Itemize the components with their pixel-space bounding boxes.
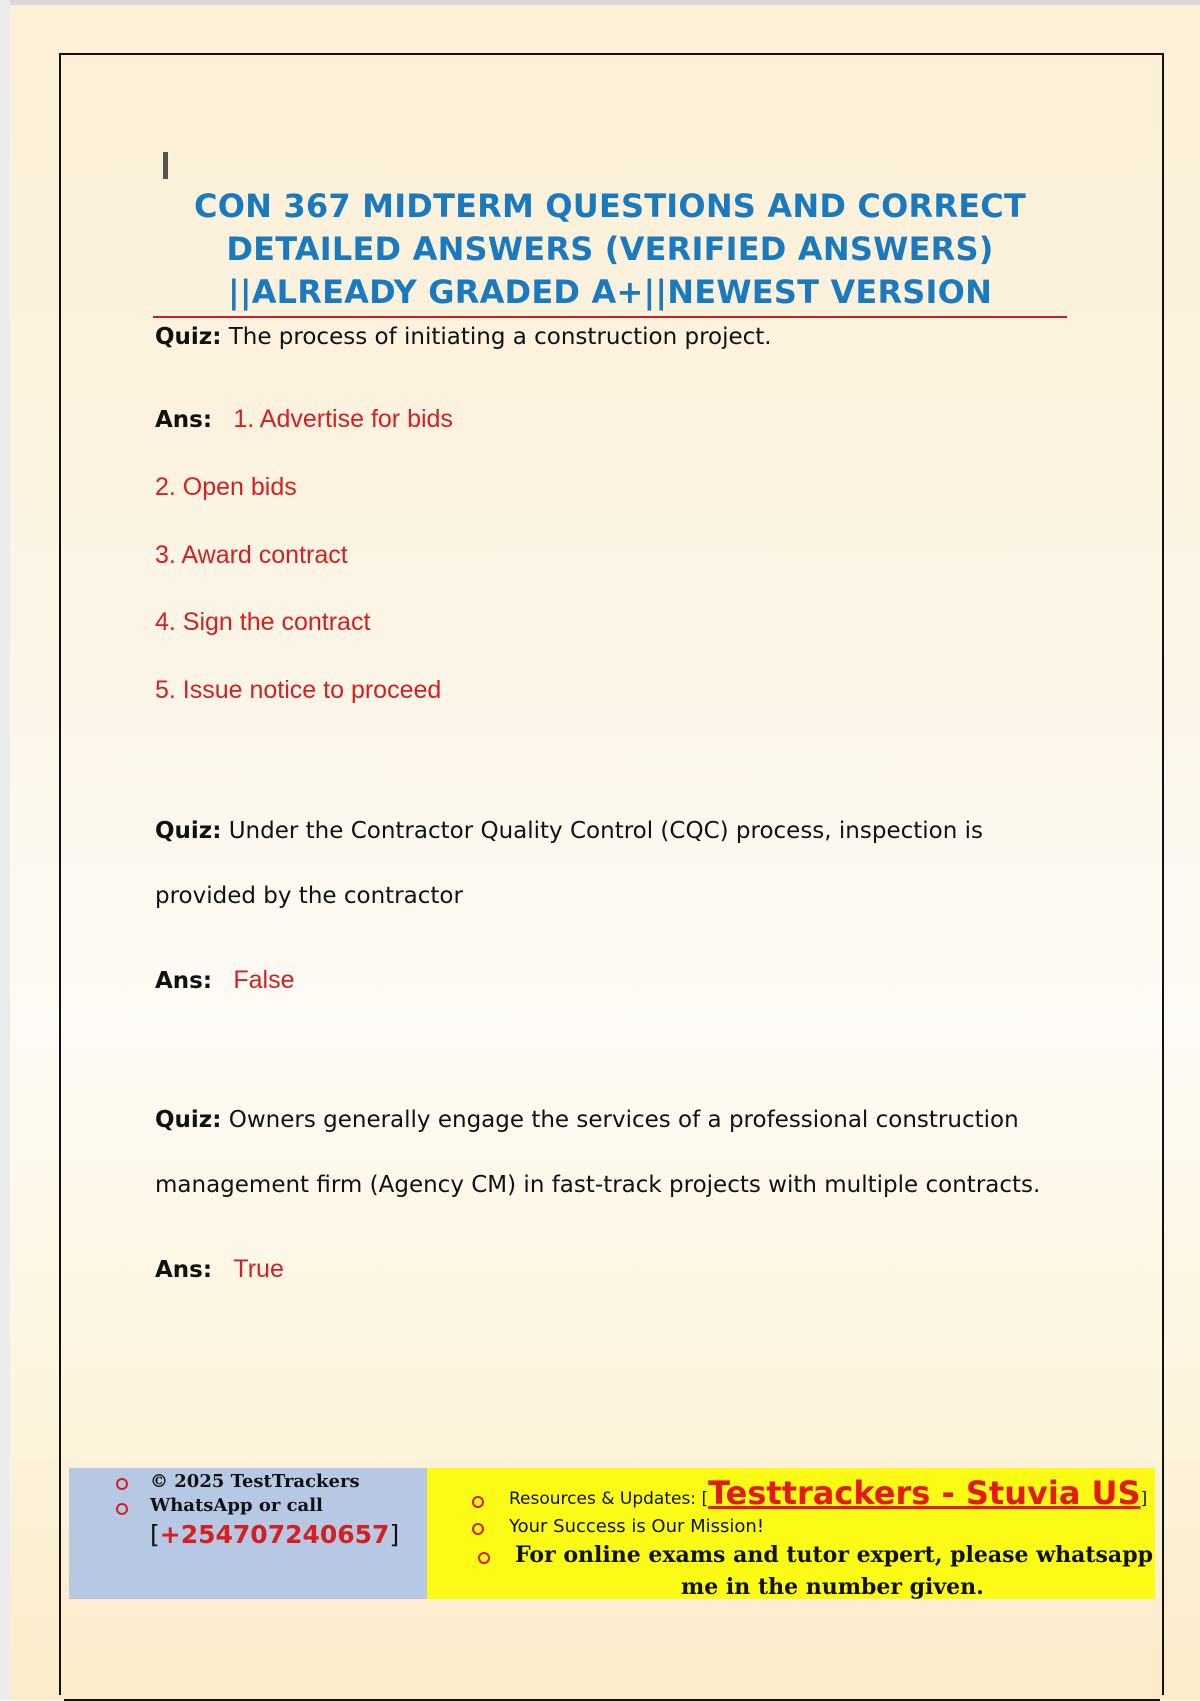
- copyright-text: © 2025 TestTrackers: [150, 1471, 360, 1492]
- title-underline: [153, 316, 1067, 318]
- tutor-text-line-1: For online exams and tutor expert, please whatsapp: [515, 1542, 1153, 1568]
- mission-text: Your Success is Our Mission!: [509, 1516, 765, 1537]
- quiz-label: Quiz:: [155, 1107, 222, 1133]
- footer-info-panel: [427, 1468, 1155, 1599]
- quiz-label: Quiz:: [155, 818, 222, 844]
- answer-2-row: [155, 966, 295, 995]
- bullet-icon: [472, 1523, 484, 1535]
- answer-1-row: [155, 405, 453, 434]
- phone-number[interactable]: +254707240657: [159, 1520, 390, 1549]
- text-cursor: [163, 152, 168, 179]
- answer-3: True: [233, 1255, 284, 1283]
- resources-link[interactable]: Testtrackers - Stuvia US: [708, 1474, 1141, 1512]
- bullet-icon: [472, 1496, 484, 1508]
- answer-1-item-1: 1. Advertise for bids: [233, 405, 453, 433]
- bullet-icon: [116, 1478, 128, 1490]
- answer-1-item-5: 5. Issue notice to proceed: [155, 676, 442, 704]
- quiz-label: Quiz:: [155, 324, 222, 350]
- viewer-left-edge: [0, 0, 10, 1700]
- question-3: [155, 1107, 1019, 1133]
- ans-label: Ans:: [155, 1257, 213, 1283]
- answer-3-row: [155, 1255, 284, 1284]
- footer-contact-panel: [69, 1468, 427, 1599]
- question-2-text-line-1: Under the Contractor Quality Control (CQC) process, inspection is: [228, 818, 984, 844]
- question-2-text-line-2: provided by the contractor: [155, 883, 463, 909]
- resources-line: Resources & Updates: [Testtrackers - Stuvia US]: [509, 1474, 1148, 1512]
- document-page: [10, 5, 1200, 1700]
- question-2: [155, 818, 983, 844]
- bullet-icon: [478, 1552, 490, 1564]
- bullet-icon: [116, 1503, 128, 1515]
- document-title: CON 367 MIDTERM QUESTIONS AND CORRECT DETAILED ANSWERS (VERIFIED ANSWERS) ||ALREADY GRADED A+||NEWEST VERSION: [194, 187, 1026, 311]
- ans-label: Ans:: [155, 407, 213, 433]
- ans-label: Ans:: [155, 968, 213, 994]
- question-3-text-line-1: Owners generally engage the services of a professional construction: [228, 1107, 1019, 1133]
- phone-number-line: [+254707240657]: [150, 1520, 400, 1549]
- answer-1-item-4: 4. Sign the contract: [155, 608, 371, 636]
- answer-1-item-2: 2. Open bids: [155, 473, 297, 501]
- tutor-text-line-2: me in the number given.: [681, 1574, 984, 1600]
- question-1-text: The process of initiating a construction project.: [228, 324, 772, 350]
- answer-1-item-3: 3. Award contract: [155, 541, 348, 569]
- contact-label: WhatsApp or call: [150, 1495, 323, 1516]
- answer-2: False: [233, 966, 295, 994]
- question-3-text-line-2: management firm (Agency CM) in fast-track projects with multiple contracts.: [155, 1172, 1041, 1198]
- resources-label: Resources & Updates:: [509, 1489, 702, 1509]
- question-1: [155, 324, 772, 350]
